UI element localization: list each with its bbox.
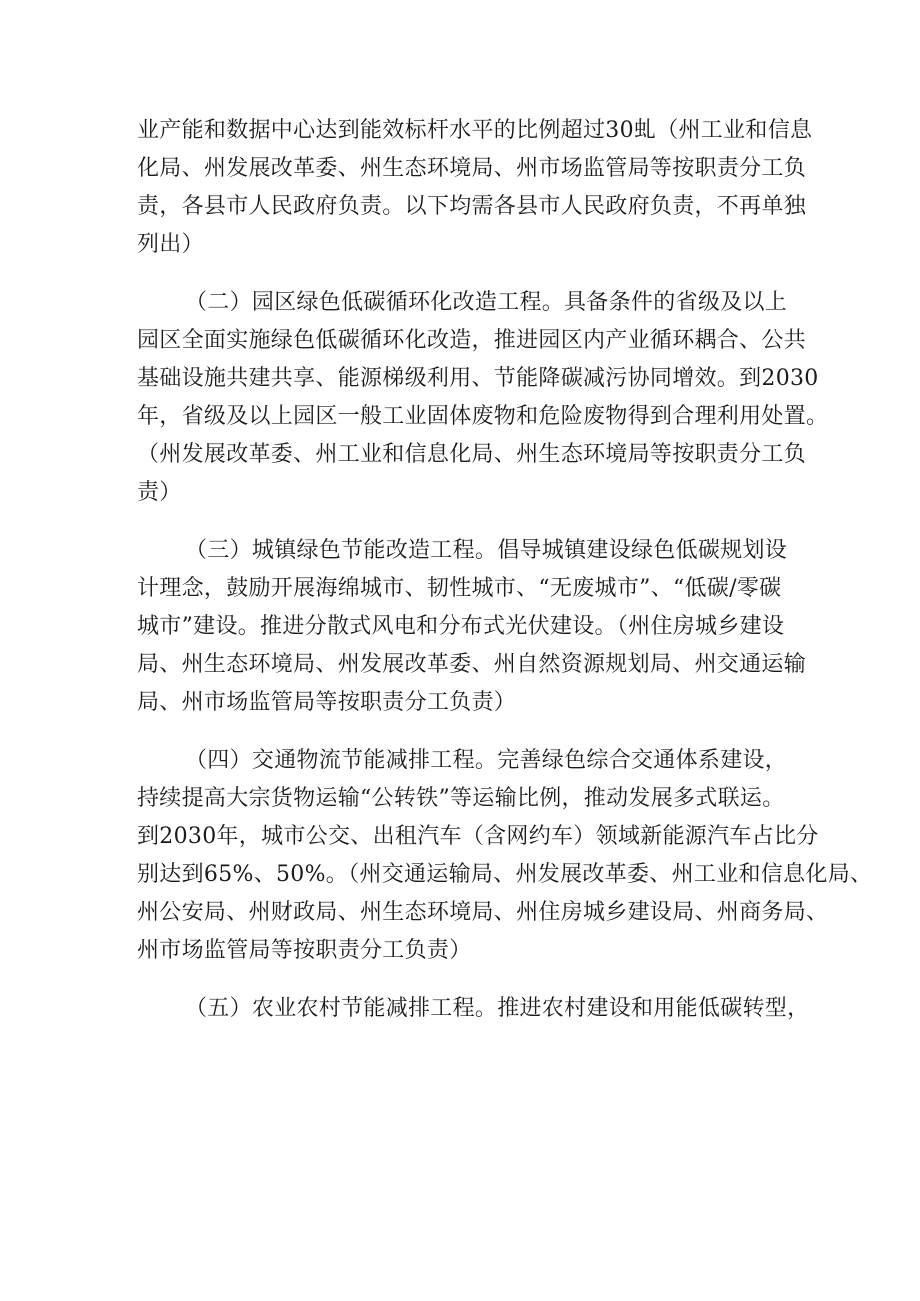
- text-line: 年，省级及以上园区一般工业固体废物和危险废物得到合理利用处置。: [137, 404, 829, 429]
- paragraph-gap: [137, 970, 807, 990]
- text-line: 业产能和数据中心达到能效标杆水平的比例超过30虬（州工业和信息: [137, 118, 813, 143]
- body-text: [137, 112, 873, 1028]
- text-line: 责）: [137, 480, 182, 505]
- text-line: 州市场监管局等按职责分工负责）: [137, 938, 472, 963]
- text-line: 州公安局、州财政局、州生态环境局、州住房城乡建设局、州商务局、: [137, 900, 829, 925]
- text-line: 局、州生态环境局、州发展改革委、州自然资源规划局、州交通运输: [137, 652, 807, 677]
- paragraph-gap: [137, 512, 807, 532]
- paragraph-first-line: （四）交通物流节能减排工程。完善绿色综合交通体系建设，: [185, 748, 788, 773]
- text-line: 列出）: [137, 232, 204, 257]
- paragraph-first-line: （三）城镇绿色节能改造工程。倡导城镇建设绿色低碳规划设: [185, 538, 788, 563]
- paragraph-gap: [137, 264, 807, 284]
- text-line: 计理念，鼓励开展海绵城市、韧性城市、“无废城市”、“低碳/零碳: [137, 576, 782, 601]
- text-line: 城市”建设。推进分散式风电和分布式光伏建设。（州住房城乡建设: [137, 614, 785, 639]
- paragraph-gap: [137, 722, 807, 742]
- text-line: 到2030年，城市公交、出租汽车（含网约车）领域新能源汽车占比分: [137, 824, 819, 849]
- paragraph-first-line: （二）园区绿色低碳循环化改造工程。具备条件的省级及以上: [185, 290, 788, 315]
- text-line: 基础设施共建共享、能源梯级利用、节能降碳减污协同增效。到2030: [137, 366, 819, 391]
- text-line: 责，各县市人民政府负责。以下均需各县市人民政府负责，不再单独: [137, 194, 807, 219]
- text-line: 别达到65%、50%。（州交通运输局、州发展改革委、州工业和信息化局、: [137, 862, 873, 887]
- text-line: 持续提高大宗货物运输“公转铁”等运输比例，推动发展多式联运。: [137, 786, 785, 811]
- text-line: 园区全面实施绿色低碳循环化改造，推进园区内产业循环耦合、公共: [137, 328, 807, 353]
- text-line: 局、州市场监管局等按职责分工负责）: [137, 690, 517, 715]
- paragraph-first-line: （五）农业农村节能减排工程。推进农村建设和用能低碳转型，: [185, 996, 810, 1021]
- text-line: （州发展改革委、州工业和信息化局、州生态环境局等按职责分工负: [137, 442, 807, 467]
- text-line: 化局、州发展改革委、州生态环境局、州市场监管局等按职责分工负: [137, 156, 807, 181]
